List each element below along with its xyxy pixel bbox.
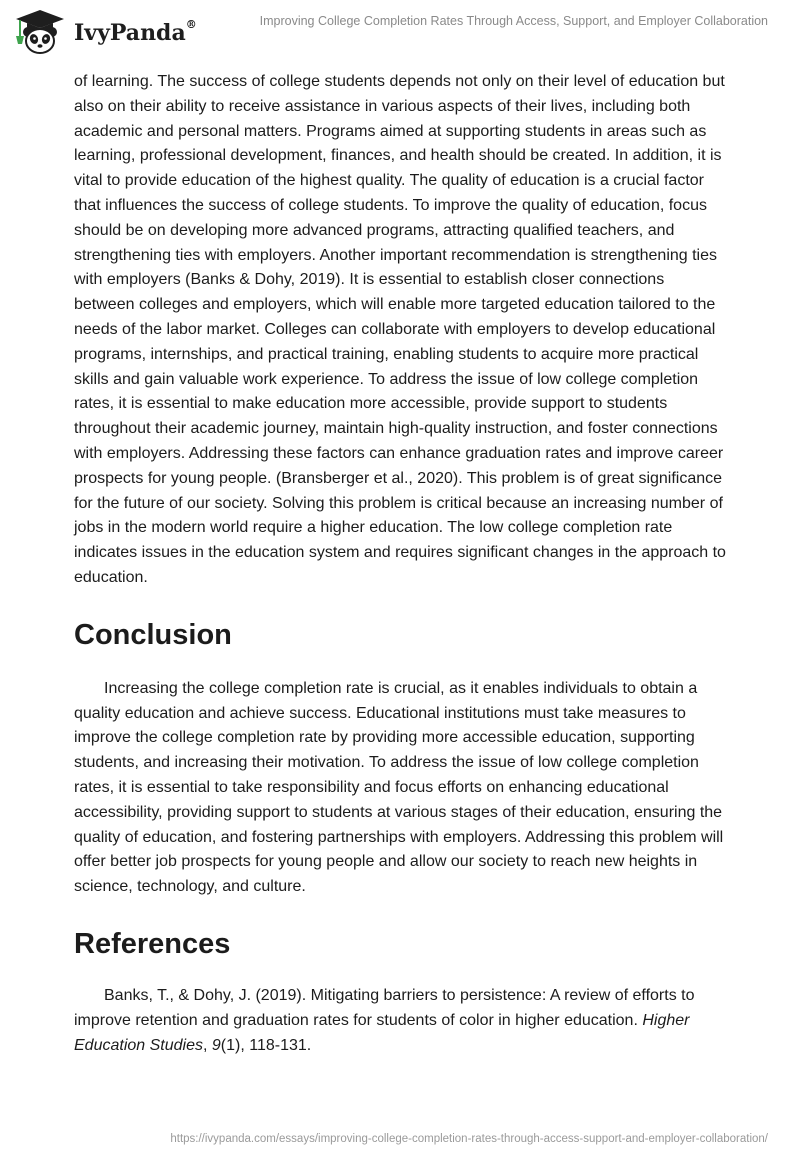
logo-wordmark bbox=[74, 20, 197, 46]
reference-text: Banks, T., & Dohy, J. (2019). Mitigating barriers to persistence: A review of efforts to improve retention and graduation rates for students of color in higher education. bbox=[74, 986, 695, 1029]
source-url[interactable]: https://ivypanda.com/essays/improving-college-completion-rates-through-access-support-and-employer-collaboration/ bbox=[170, 1133, 768, 1145]
body-paragraph: of learning. The success of college students depends not only on their level of education but also on their ability to receive assistance in various aspects of their lives, including both academic and personal matters. Programs aimed at supporting students in areas such as learning, professional development, finances, and health should be created. In addition, it is vital to provide education of the highest quality. The quality of education is a crucial factor that influences the success of college students. To improve the quality of education, focus should be on developing more advanced programs, attracting qualified teachers, and strengthening ties with employers. Another important recommendation is strengthening ties with employers (Banks & Dohy, 2019). It is essential to establish closer connections between colleges and employers, which will enable more targeted education tailored to the needs of the labor market. Colleges can collaborate with employers to develop educational programs, internships, and practical training, enabling students to acquire more practical skills and gain valuable work experience. To address the issue of low college completion rates, it is essential to make education more accessible, provide support to students throughout their academic journey, maintain high-quality instruction, and foster connections with employers. Addressing these factors can enhance graduation rates and improve career prospects for young people. (Bransberger et al., 2020). This problem is of great significance for the future of our society. Solving this problem is critical because an increasing number of jobs in the modern world require a higher education. The low college completion rate indicates issues in the education system and requires significant changes in the approach to education. bbox=[74, 73, 726, 586]
reference-volume: 9 bbox=[211, 1036, 221, 1054]
reference-journal: Higher Education Studies bbox=[74, 1011, 690, 1054]
conclusion-paragraph: Increasing the college completion rate is crucial, as it enables individuals to obtain a quality education and achieve success. Educational institutions must take measures to improve the college completion rate by providing more accessible education, supporting students, and increasing their motivation. To address the issue of low college completion rates, it is essential to take responsibility and focus efforts on enhancing educational accessibility, providing support to students at various stages of their education, ensuring the quality of education, and fostering partnerships with employers. Addressing this problem will offer better job prospects for young people and allow our society to reach new heights in science, technology, and culture. bbox=[74, 679, 724, 896]
reference-pages: (1), 118-131. bbox=[220, 1036, 312, 1054]
essay-content bbox=[74, 70, 728, 1058]
references-heading: References bbox=[74, 927, 231, 960]
panda-graduate-icon bbox=[12, 8, 68, 56]
registered-mark: ® bbox=[185, 18, 197, 31]
conclusion-heading: Conclusion bbox=[74, 618, 232, 651]
brand-name: IvyPanda bbox=[74, 20, 186, 46]
reference-sep: , bbox=[202, 1036, 212, 1054]
document-title: Improving College Completion Rates Through Access, Support, and Employer Collaboration bbox=[259, 14, 768, 28]
ivypanda-logo[interactable] bbox=[12, 8, 197, 56]
page-header bbox=[0, 0, 800, 60]
reference-entry bbox=[74, 984, 728, 1058]
